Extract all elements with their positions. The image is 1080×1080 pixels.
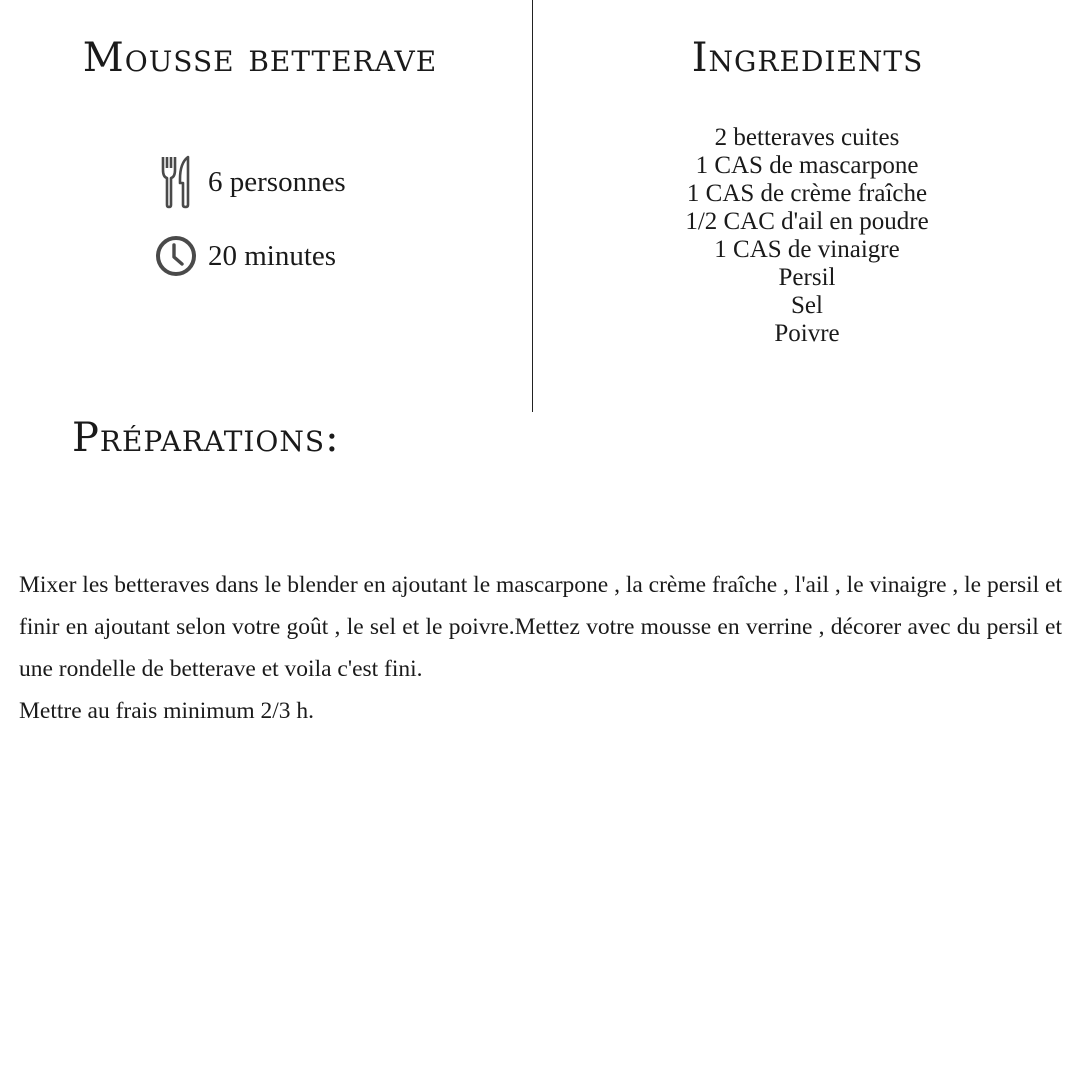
recipe-title: Mousse betterave	[82, 35, 438, 81]
ingredient-item: Sel	[791, 292, 823, 319]
servings-row	[155, 154, 346, 210]
preparations-title: Préparations:	[72, 415, 340, 461]
servings-text: 6 personnes	[208, 165, 346, 198]
ingredient-item: Persil	[778, 264, 836, 291]
ingredient-item: 1/2 CAC d'ail en poudre	[685, 208, 929, 235]
ingredients-title: Ingredients	[691, 35, 924, 81]
preparation-instructions	[19, 564, 1062, 732]
instruction-paragraph: Mixer les betteraves dans le blender en ajoutant le mascarpone , la crème fraîche , l'ail , le vinaigre , le persil et finir en ajoutant selon votre goût , le sel et le poivre.Mettez votre mousse en verrine , décorer avec du persil et une rondelle de betterave et voila c'est fini.	[19, 572, 1063, 682]
time-row	[155, 232, 336, 280]
time-text: 20 minutes	[208, 239, 337, 272]
ingredient-item: 1 CAS de vinaigre	[714, 236, 900, 263]
column-divider	[532, 0, 533, 412]
ingredient-item: 2 betteraves cuites	[714, 124, 900, 151]
ingredient-item: 1 CAS de mascarpone	[695, 152, 919, 179]
ingredient-list	[540, 124, 1074, 348]
instruction-paragraph: Mettre au frais minimum 2/3 h.	[19, 698, 315, 724]
ingredient-item: Poivre	[774, 320, 840, 347]
clock-icon	[155, 235, 197, 277]
ingredient-item: 1 CAS de crème fraîche	[686, 180, 928, 207]
fork-knife-icon	[155, 155, 197, 209]
